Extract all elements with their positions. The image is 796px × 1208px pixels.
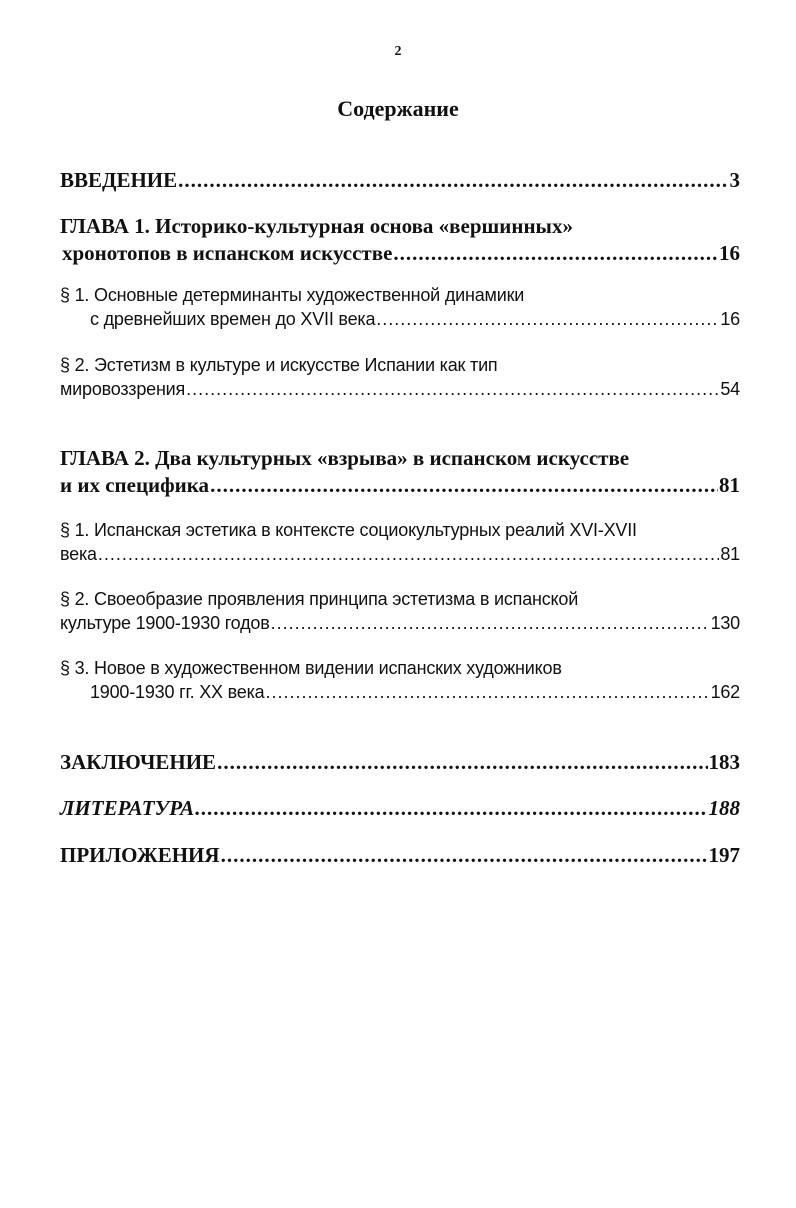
- dot-leader: [376, 309, 719, 330]
- toc-page-number: 16: [720, 309, 740, 329]
- dot-leader: [195, 796, 707, 821]
- toc-entry-literature[interactable]: [60, 796, 740, 821]
- dot-leader: [186, 379, 719, 400]
- toc-entry-appendix[interactable]: [60, 843, 740, 868]
- toc-entry-title-line-1: § 1. Основные детерминанты художественной динамики: [60, 285, 525, 305]
- toc-entry-chapter-2[interactable]: [60, 446, 740, 498]
- toc-entry-chapter-1[interactable]: [60, 214, 740, 266]
- dot-leader: [265, 682, 709, 703]
- toc-entry-title-line-1: ГЛАВА 1. Историко-культурная основа «вершинных»: [60, 214, 573, 238]
- toc-page-number: 16: [719, 241, 740, 265]
- toc-entry-title: ЗАКЛЮЧЕНИЕ: [60, 750, 217, 774]
- toc-entry-title-line-2: и их специфика: [60, 473, 210, 497]
- toc-entry-title-line-2: с древнейших времен до XVII века: [90, 309, 376, 329]
- toc-entry-title-line-1: § 1. Испанская эстетика в контексте социокультурных реалий XVI-XVII: [60, 520, 637, 540]
- toc-entry-chapter-2-section-2[interactable]: [60, 589, 740, 634]
- toc-entry-title-line-2: хронотопов в испанском искусстве: [62, 241, 393, 265]
- toc-entry-chapter-1-section-1[interactable]: [60, 285, 740, 330]
- dot-leader: [221, 843, 708, 868]
- toc-entry-title-line-2: мировоззрения: [60, 379, 186, 399]
- toc-entry-conclusion[interactable]: [60, 750, 740, 775]
- page-number: 2: [394, 44, 402, 59]
- toc-page-number: 81: [719, 473, 740, 497]
- page-title: Содержание: [337, 96, 459, 121]
- toc-entry-title-line-1: § 3. Новое в художественном видении испанских художников: [60, 658, 562, 678]
- toc-page-number: 162: [710, 682, 740, 702]
- dot-leader: [98, 544, 720, 565]
- toc-page-number: 183: [708, 750, 740, 774]
- toc-entry-title: ЛИТЕРАТУРА: [60, 796, 195, 820]
- dot-leader: [210, 473, 718, 498]
- toc-page-number: 81: [720, 544, 740, 564]
- toc-entry-title: ПРИЛОЖЕНИЯ: [60, 843, 220, 867]
- toc-entry-chapter-2-section-3[interactable]: [60, 658, 740, 703]
- toc-page-number: 130: [710, 613, 740, 633]
- toc-page-number: 3: [729, 168, 740, 192]
- toc-entry-title-line-2: 1900-1930 гг. XX века: [90, 682, 265, 702]
- toc-page-number: 188: [708, 796, 740, 820]
- toc-entry-title-line-2: века: [60, 544, 97, 564]
- dot-leader: [217, 750, 707, 775]
- toc-page-number: 197: [708, 843, 740, 867]
- toc-entry-chapter-1-section-2[interactable]: [60, 355, 740, 400]
- dot-leader: [393, 241, 718, 266]
- toc-page-number: 54: [720, 379, 740, 399]
- toc-entry-title-line-1: § 2. Своеобразие проявления принципа эстетизма в испанской: [60, 589, 579, 609]
- dot-leader: [178, 168, 728, 193]
- dot-leader: [271, 613, 710, 634]
- toc-entry-title-line-1: § 2. Эстетизм в культуре и искусстве Испании как тип: [60, 355, 498, 375]
- toc-entry-title-line-1: ГЛАВА 2. Два культурных «взрыва» в испанском искусстве: [60, 446, 630, 470]
- toc-entry-title-line-2: культуре 1900-1930 годов: [60, 613, 270, 633]
- toc-entry-title: ВВЕДЕНИЕ: [60, 168, 178, 192]
- toc-entry-chapter-2-section-1[interactable]: [60, 520, 740, 565]
- toc-entry-introduction[interactable]: [60, 168, 740, 193]
